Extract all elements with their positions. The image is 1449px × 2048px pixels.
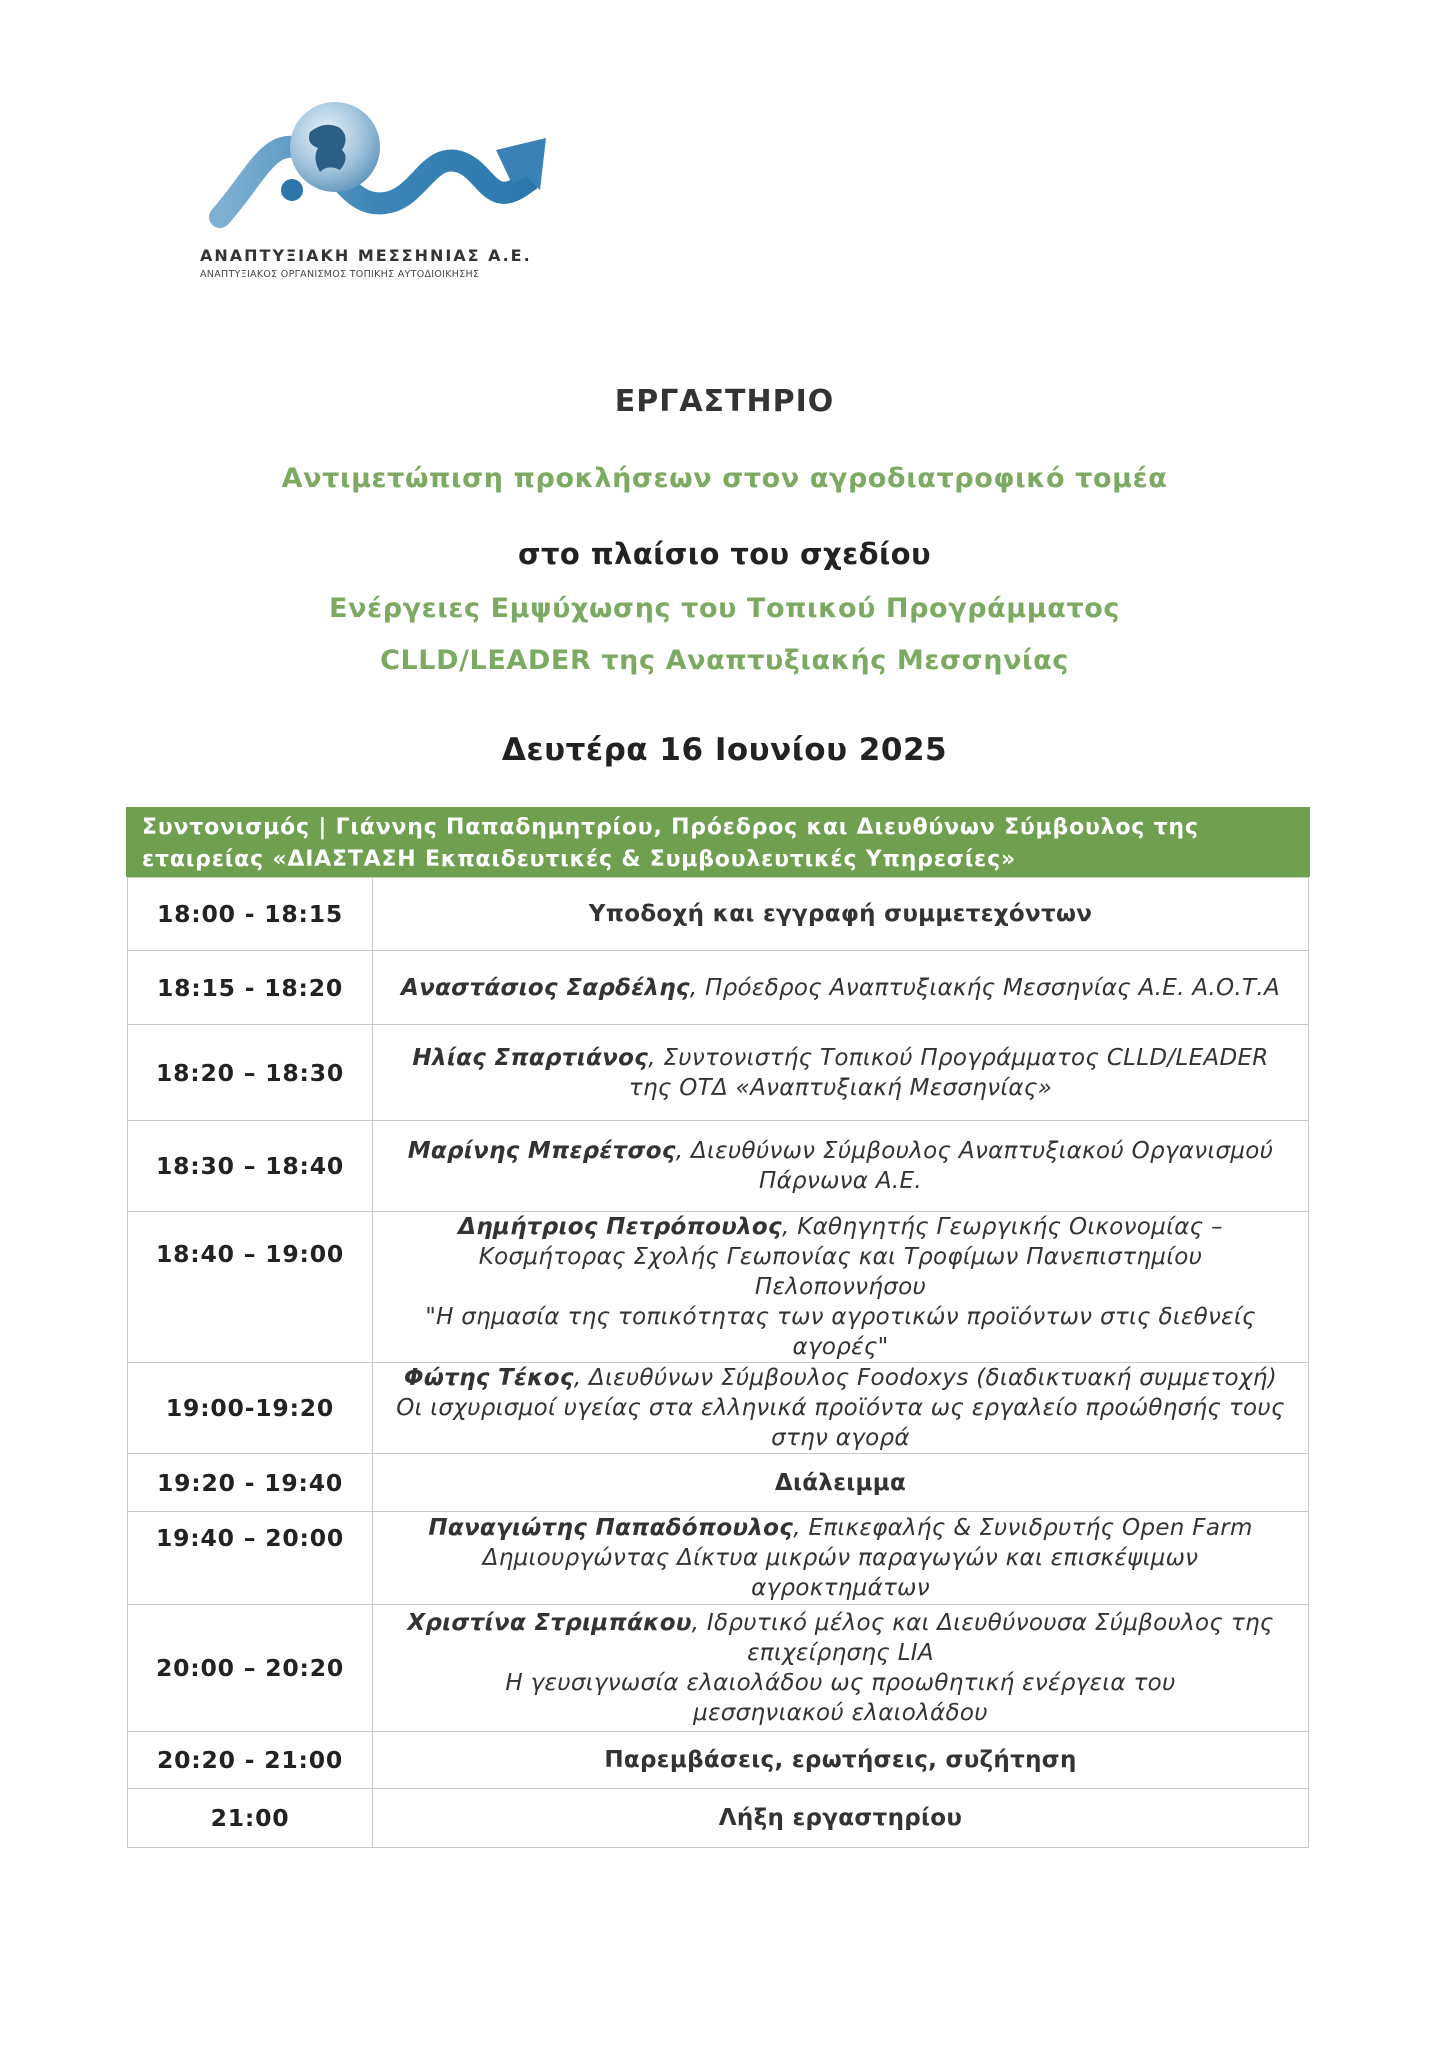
- agenda-row: [128, 1025, 1309, 1121]
- organization-logo: [200, 92, 580, 292]
- agenda-row: [128, 1789, 1309, 1848]
- agenda-description: [373, 1454, 1309, 1512]
- speaker-name: Μαρίνης Μπερέτσος: [407, 1138, 676, 1164]
- agenda-line: , Ιδρυτικό μέλος και Διευθύνουσα Σύμβουλος της: [691, 1610, 1274, 1636]
- agenda-line: Κοσμήτορας Σχολής Γεωπονίας και Τροφίμων Πανεπιστημίου: [478, 1244, 1203, 1270]
- agenda-line: , Πρόεδρος Αναπτυξιακής Μεσσηνίας Α.Ε. Α.Ο.Τ.Α: [689, 974, 1281, 1001]
- agenda-line: "Η σημασία της τοπικότητας των αγροτικών προϊόντων στις διεθνείς: [425, 1304, 1256, 1330]
- page-title: ΕΡΓΑΣΤΗΡΙΟ: [614, 384, 835, 419]
- speaker-name: Παναγιώτης Παπαδόπουλος: [428, 1515, 794, 1541]
- speaker-name: Ηλίας Σπαρτιάνος: [412, 1044, 649, 1071]
- agenda-time: 18:00 - 18:15: [128, 878, 373, 951]
- agenda-line: της ΟΤΔ «Αναπτυξιακή Μεσσηνίας»: [628, 1074, 1053, 1101]
- agenda-line: , Επικεφαλής & Συνιδρυτής Open Farm: [793, 1515, 1253, 1541]
- speaker-name: Φώτης Τέκος: [404, 1365, 574, 1391]
- agenda-row: [128, 1212, 1309, 1363]
- program-line-1: Ενέργειες Εμψύχωσης του Τοπικού Προγράμματος: [329, 593, 1120, 624]
- coordination-banner: [126, 807, 1310, 877]
- agenda-description: [373, 1732, 1309, 1789]
- agenda-line: στην αγορά: [771, 1425, 910, 1451]
- agenda-row: [128, 1454, 1309, 1512]
- agenda-description: [373, 1025, 1309, 1121]
- agenda-line: Πελοποννήσου: [754, 1274, 927, 1300]
- agenda-time: 21:00: [128, 1789, 373, 1848]
- agenda-description: [373, 878, 1309, 951]
- program-line-2: CLLD/LEADER της Αναπτυξιακής Μεσσηνίας: [380, 645, 1069, 676]
- speaker-name: Χριστίνα Στριμπάκου: [407, 1610, 692, 1636]
- agenda-row: [128, 1605, 1309, 1732]
- agenda-line: μεσσηνιακού ελαιολάδου: [693, 1700, 988, 1726]
- agenda-description: [373, 1121, 1309, 1212]
- agenda-time: 18:15 - 18:20: [128, 951, 373, 1025]
- agenda-description: [373, 951, 1309, 1025]
- logo-name: ΑΝΑΠΤΥΞΙΑΚΗ ΜΕΣΣΗΝΙΑΣ Α.Ε.: [200, 246, 532, 265]
- agenda-description: [373, 1789, 1309, 1848]
- agenda-line: Υποδοχή και εγγραφή συμμετεχόντων: [588, 901, 1093, 927]
- agenda-line: επιχείρησης LIA: [747, 1640, 934, 1666]
- speaker-name: Αναστάσιος Σαρδέλης: [400, 974, 690, 1001]
- agenda-table: [127, 877, 1309, 1848]
- agenda-line: Οι ισχυρισμοί υγείας στα ελληνικά προϊόντα ως εργαλείο προώθησής τους: [396, 1395, 1285, 1421]
- agenda-line: , Συντονιστής Τοπικού Προγράμματος CLLD/LEADER: [648, 1044, 1269, 1071]
- coordination-line-1: Συντονισμός | Γιάννης Παπαδημητρίου, Πρόεδρος και Διευθύνων Σύμβουλος της: [142, 815, 1199, 840]
- agenda-row: [128, 1512, 1309, 1605]
- agenda-time: 19:20 - 19:40: [128, 1454, 373, 1512]
- agenda-line: Η γευσιγνωσία ελαιολάδου ως προωθητική ενέργεια του: [505, 1670, 1176, 1696]
- agenda-line: αγροκτημάτων: [751, 1575, 930, 1601]
- speaker-name: Δημήτριος Πετρόπουλος: [458, 1214, 782, 1240]
- logo-subtitle: ΑΝΑΠΤΥΞΙΑΚΟΣ ΟΡΓΑΝΙΣΜΟΣ ΤΟΠΙΚΗΣ ΑΥΤΟΔΙΟΙΚΗΣΗΣ: [200, 269, 480, 280]
- agenda-description: [373, 1605, 1309, 1732]
- agenda-time: 20:20 - 21:00: [128, 1732, 373, 1789]
- agenda-line: Δημιουργώντας Δίκτυα μικρών παραγωγών και επισκέψιμων: [482, 1545, 1199, 1571]
- agenda-line: Παρεμβάσεις, ερωτήσεις, συζήτηση: [604, 1747, 1077, 1773]
- agenda-line: , Διευθύνων Σύμβουλος Αναπτυξιακού Οργανισμού: [675, 1138, 1274, 1164]
- framework-text: στο πλαίσιο του σχεδίου: [517, 537, 931, 571]
- event-date: Δευτέρα 16 Ιουνίου 2025: [501, 732, 948, 768]
- agenda-row: [128, 878, 1309, 951]
- agenda-time: 18:40 – 19:00: [128, 1212, 373, 1363]
- agenda-line: Διάλειμμα: [774, 1469, 907, 1496]
- agenda-time: 19:00-19:20: [128, 1363, 373, 1454]
- agenda-time: 19:40 – 20:00: [128, 1512, 373, 1605]
- coordination-line-2: εταιρείας «ΔΙΑΣΤΑΣΗ Εκπαιδευτικές & Συμβουλευτικές Υπηρεσίες»: [142, 847, 1016, 872]
- agenda-description: [373, 1512, 1309, 1605]
- agenda-line: , Διευθύνων Σύμβουλος Foodoxys (διαδικτυακή συμμετοχή): [573, 1365, 1277, 1391]
- agenda-line: , Καθηγητής Γεωργικής Οικονομίας –: [781, 1214, 1223, 1240]
- agenda-description: [373, 1363, 1309, 1454]
- agenda-line: αγορές": [792, 1334, 889, 1360]
- agenda-description: [373, 1212, 1309, 1363]
- agenda-line: Πάρνωνα Α.Ε.: [759, 1168, 922, 1194]
- agenda-time: 18:20 – 18:30: [128, 1025, 373, 1121]
- agenda-time: 18:30 – 18:40: [128, 1121, 373, 1212]
- agenda-row: [128, 1121, 1309, 1212]
- agenda-row: [128, 1363, 1309, 1454]
- page-subtitle: Αντιμετώπιση προκλήσεων στον αγροδιατροφικό τομέα: [281, 463, 1168, 494]
- agenda-row: [128, 951, 1309, 1025]
- agenda-line: Λήξη εργαστηρίου: [718, 1805, 963, 1831]
- agenda-time: 20:00 – 20:20: [128, 1605, 373, 1732]
- logo-graphic: [200, 92, 560, 242]
- agenda-row: [128, 1732, 1309, 1789]
